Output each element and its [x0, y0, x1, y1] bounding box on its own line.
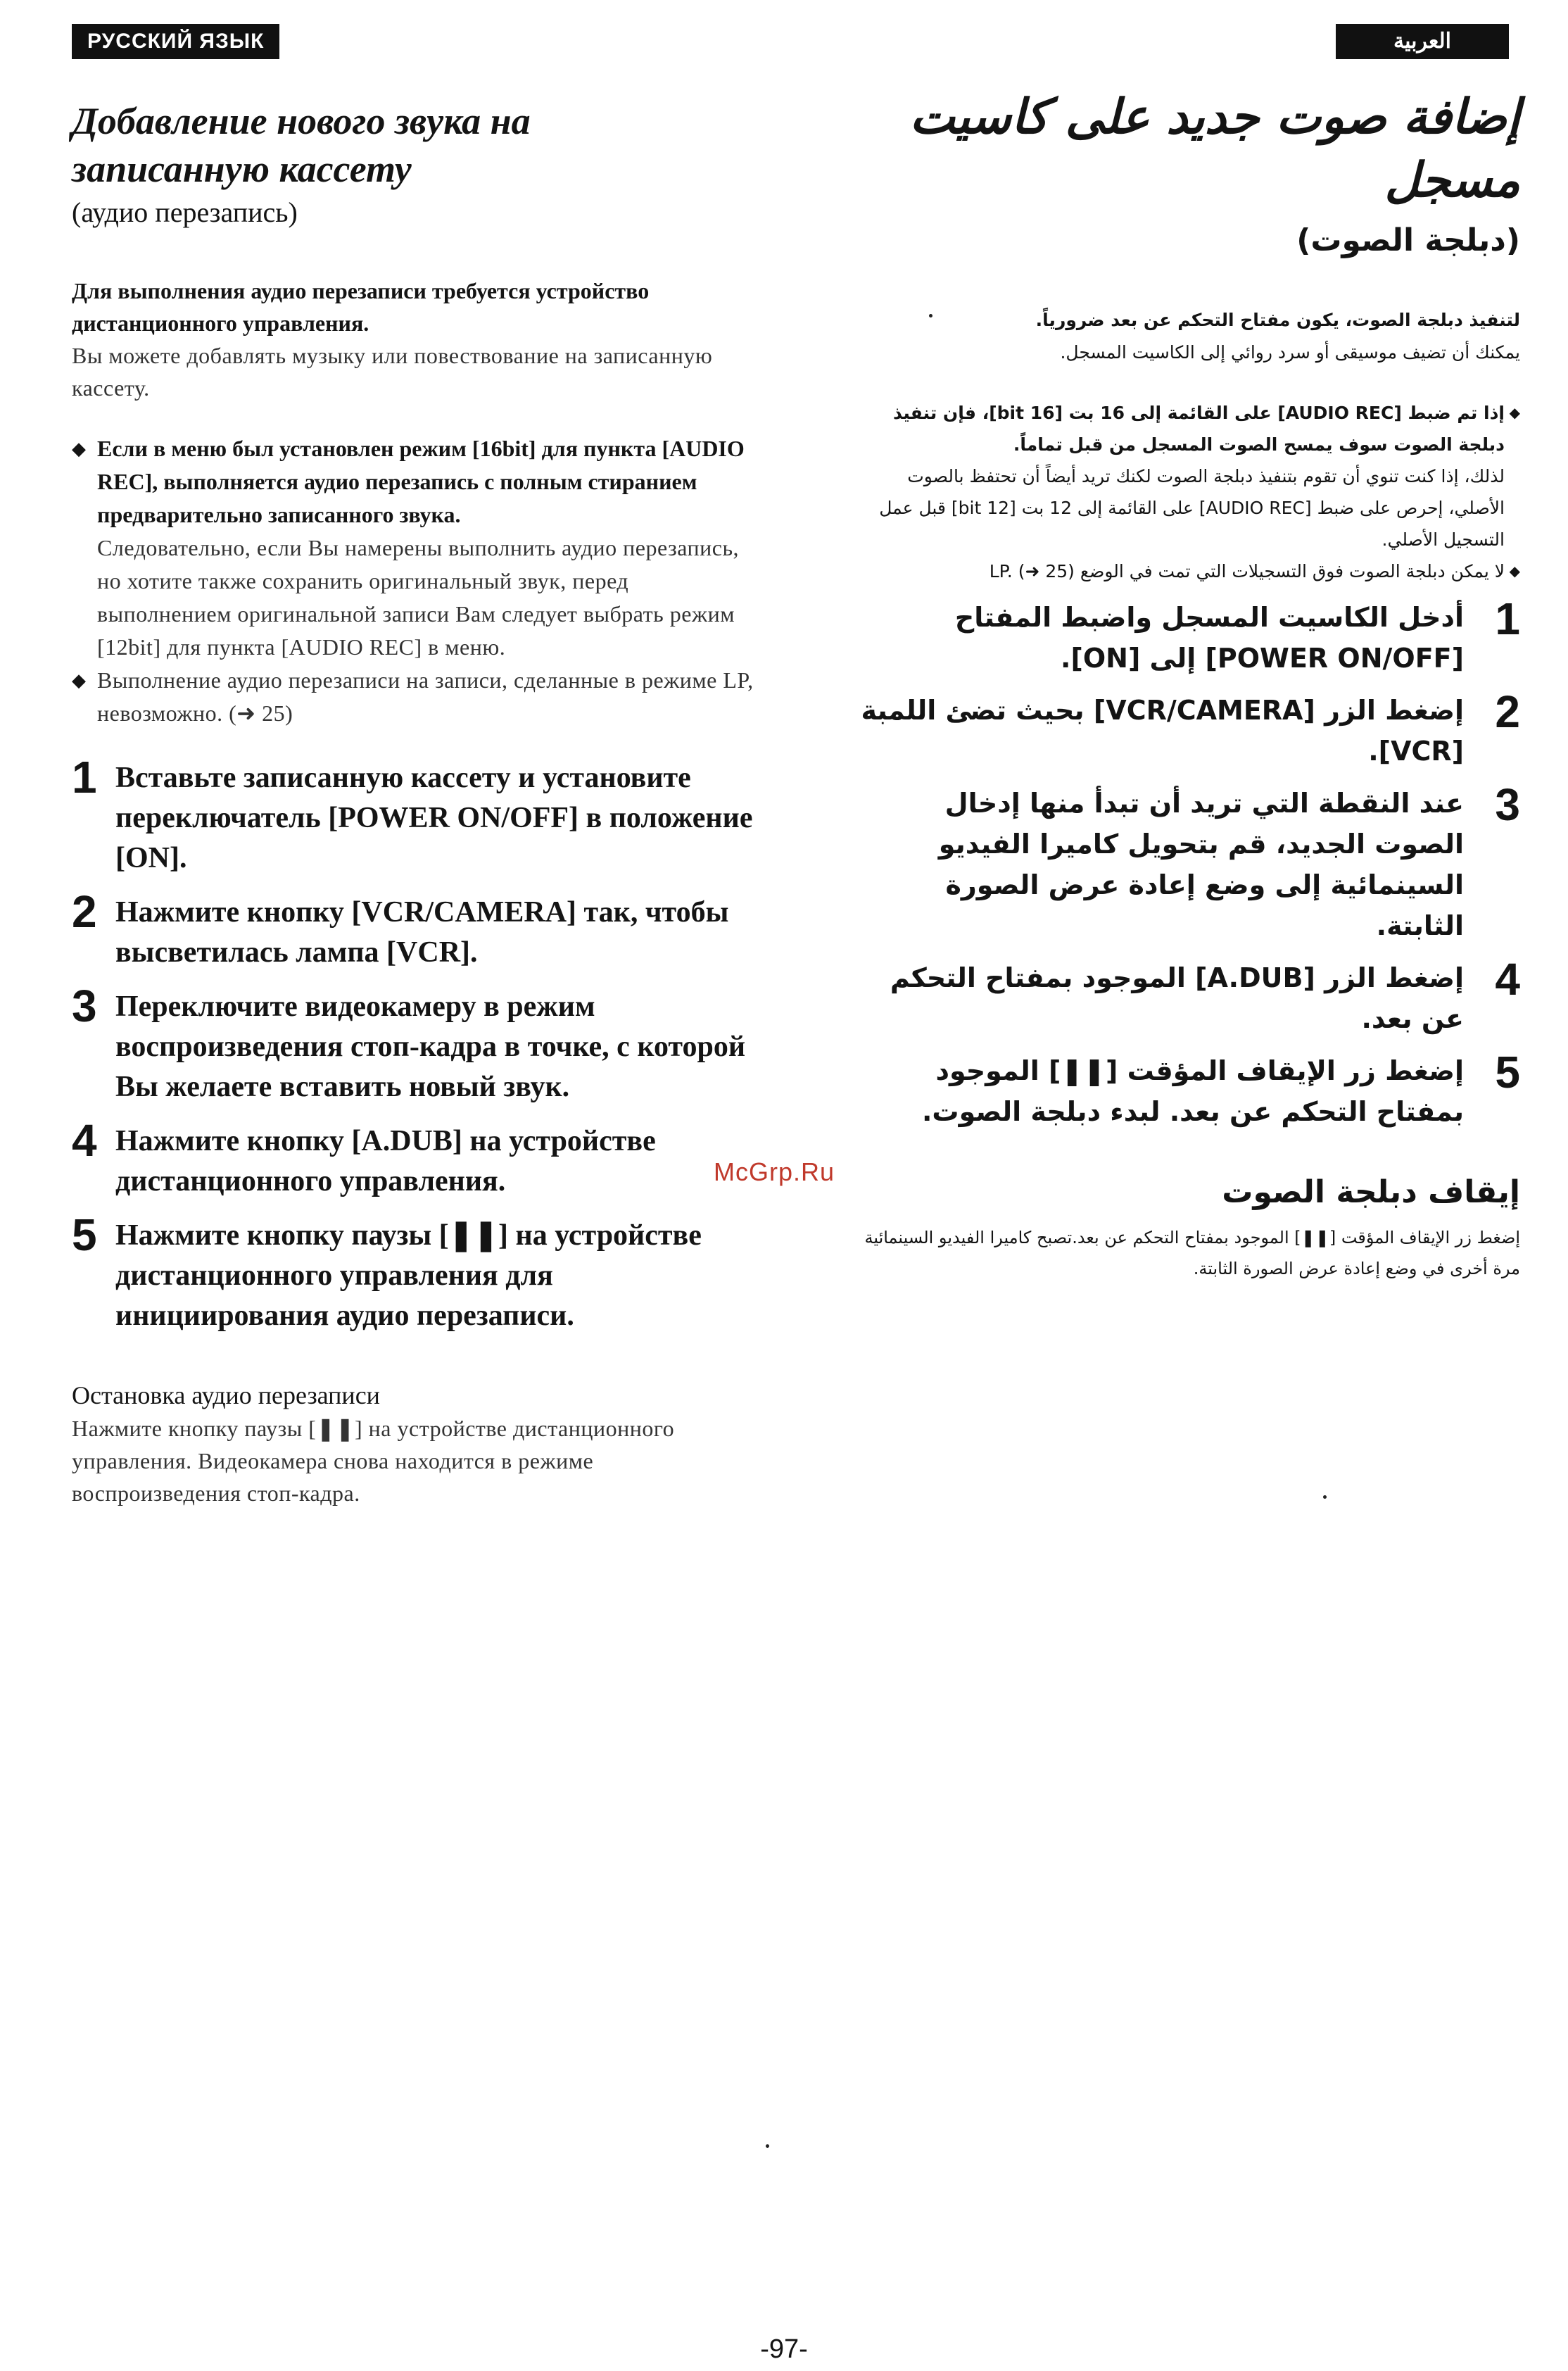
diamond-bullet-icon: ◆	[1509, 562, 1520, 579]
step-number: 4	[72, 1115, 97, 1166]
arabic-column	[856, 86, 1520, 1284]
diamond-bullet-icon: ◆	[1509, 404, 1520, 421]
ar-step	[856, 686, 1520, 772]
ar-note	[856, 555, 1520, 587]
ar-notes	[856, 397, 1520, 587]
step-number: 2	[72, 886, 97, 937]
scan-speck	[929, 314, 932, 317]
step-text: Вставьте записанную кассету и установите переключатель [POWER ON/OFF] в положение [ON].	[115, 762, 753, 874]
ar-step	[856, 1047, 1520, 1132]
step-number: 1	[1495, 593, 1520, 644]
ru-title-line1: Добавление нового звука на	[72, 100, 531, 142]
step-number: 4	[1495, 954, 1520, 1005]
ar-step	[856, 593, 1520, 679]
step-text: إضغط زر الإيقاف المؤقت [❚❚] الموجود بمفتاح التحكم عن بعد. لبدء دبلجة الصوت.	[921, 1055, 1464, 1127]
ru-step	[72, 981, 769, 1107]
ar-intro	[856, 304, 1520, 369]
step-text: Нажмите кнопку [VCR/CAMERA] так, чтобы высветилась лампа [VCR].	[115, 896, 729, 969]
ar-subtitle: (دبلجة الصوت)	[1296, 222, 1520, 258]
ar-intro-requirement: لتنفيذ دبلجة الصوت، يكون مفتاح التحكم عن بعد ضرورياً.	[1035, 310, 1520, 330]
ar-note	[856, 397, 1520, 555]
ru-intro-description: Вы можете добавлять музыку или повествование на записанную кассету.	[72, 343, 713, 401]
ru-step	[72, 752, 769, 879]
ar-step	[856, 954, 1520, 1039]
ru-step	[72, 886, 769, 973]
ar-title: إضافة صوت جديد على كاسيت مسجل	[909, 89, 1520, 208]
step-text: Нажмите кнопку [A.DUB] на устройстве дистанционного управления.	[115, 1125, 656, 1197]
scan-speck	[1323, 1495, 1327, 1499]
watermark: McGrp.Ru	[714, 1157, 835, 1186]
step-number: 1	[72, 752, 97, 803]
step-text: أدخل الكاسيت المسجل واضبط المفتاح [POWER ON/OFF] إلى [ON].	[954, 602, 1464, 674]
step-text: Переключите видеокамеру в режим воспроизведения стоп-кадра в точке, с которой Вы желаете вставить новый звук.	[115, 990, 746, 1103]
ru-note-bold: Если в меню был установлен режим [16bit] для пункта [AUDIO REC], выполняется аудио перезапись с полным стиранием предварительно записанного звука.	[97, 436, 745, 527]
step-text: إضغط الزر [A.DUB] الموجود بمفتاح التحكم عن بعد.	[890, 962, 1464, 1034]
ru-note-text: Следовательно, если Вы намерены выполнить аудио перезапись, но хотите также сохранить оригинальный звук, перед выполнением оригинальной записи Вам следует выбрать режим [12bit] для пункта [AUDIO REC] в меню.	[97, 535, 740, 660]
ar-note-text: لا يمكن دبلجة الصوت فوق التسجيلات التي تمت في الوضع LP. (➜ 25)	[989, 561, 1505, 581]
step-number: 3	[1495, 779, 1520, 830]
step-text: عند النقطة التي تريد أن تبدأ منها إدخال الصوت الجديد، قم بتحويل كاميرا الفيديو السينمائية إلى وضع إعادة عرض الصورة الثابتة.	[938, 788, 1464, 941]
diamond-bullet-icon: ◆	[72, 439, 86, 459]
step-number: 5	[72, 1209, 97, 1260]
russian-column	[72, 97, 769, 1509]
step-number: 3	[72, 981, 97, 1031]
ru-intro-requirement: Для выполнения аудио перезаписи требуется устройство дистанционного управления.	[72, 278, 650, 336]
ru-intro	[72, 275, 769, 404]
ru-notes	[72, 432, 769, 730]
page-number: -97-	[760, 2334, 808, 2364]
ar-note-bold: إذا تم ضبط [AUDIO REC] على القائمة إلى 16 بت [16 bit]، فإن تنفيذ دبلجة الصوت سوف يمسح الصوت المسجل من قبل تماماً.	[892, 403, 1505, 455]
ar-stop-title: إيقاف دبلجة الصوت	[1222, 1174, 1520, 1210]
ru-step	[72, 1209, 769, 1336]
ru-title	[72, 97, 769, 193]
diamond-bullet-icon: ◆	[72, 670, 86, 691]
ru-note	[72, 432, 769, 664]
ar-stop-text: إضغط زر الإيقاف المؤقت [❚❚] الموجود بمفتاح التحكم عن بعد.تصبح كاميرا الفيديو السينمائية مرة أخرى في وضع إعادة عرض الصورة الثابتة.	[864, 1228, 1520, 1278]
ru-stop-section	[72, 1378, 769, 1509]
scan-speck	[766, 2144, 769, 2148]
ru-subtitle: (аудио перезапись)	[72, 196, 298, 228]
step-number: 2	[1495, 686, 1520, 737]
ru-stop-title: Остановка аудио перезаписи	[72, 1381, 380, 1409]
ru-title-line2: записанную кассету	[72, 148, 412, 190]
ar-step	[856, 779, 1520, 946]
ru-step	[72, 1115, 769, 1202]
step-text: Нажмите кнопку паузы [❚❚] на устройстве дистанционного управления для инициирования аудио перезаписи.	[115, 1219, 702, 1332]
russian-language-badge: РУССКИЙ ЯЗЫК	[72, 24, 279, 59]
ru-stop-text: Нажмите кнопку паузы [❚❚] на устройстве дистанционного управления. Видеокамера снова находится в режиме воспроизведения стоп-кадра.	[72, 1416, 675, 1506]
ru-note	[72, 664, 769, 730]
ar-intro-description: يمكنك أن تضيف موسيقى أو سرد روائي إلى الكاسيت المسجل.	[1060, 342, 1520, 363]
ru-steps	[72, 752, 769, 1336]
step-number: 5	[1495, 1047, 1520, 1098]
step-text: إضغط الزر [VCR/CAMERA] بحيث تضئ اللمبة [VCR].	[861, 695, 1464, 767]
ar-stop-section	[856, 1170, 1520, 1284]
ar-note-text: لذلك، إذا كنت تنوي أن تقوم بتنفيذ دبلجة الصوت لكنك تريد أيضاً أن تحتفظ بالصوت الأصلي، إحرص على ضبط [AUDIO REC] على القائمة إلى 12 بت [12 bit] قبل عمل التسجيل الأصلي.	[879, 466, 1505, 550]
ru-note-text: Выполнение аудио перезаписи на записи, сделанные в режиме LP, невозможно. (➜ 25)	[97, 667, 754, 726]
ar-steps	[856, 593, 1520, 1132]
arabic-language-badge: العربية	[1336, 24, 1509, 59]
